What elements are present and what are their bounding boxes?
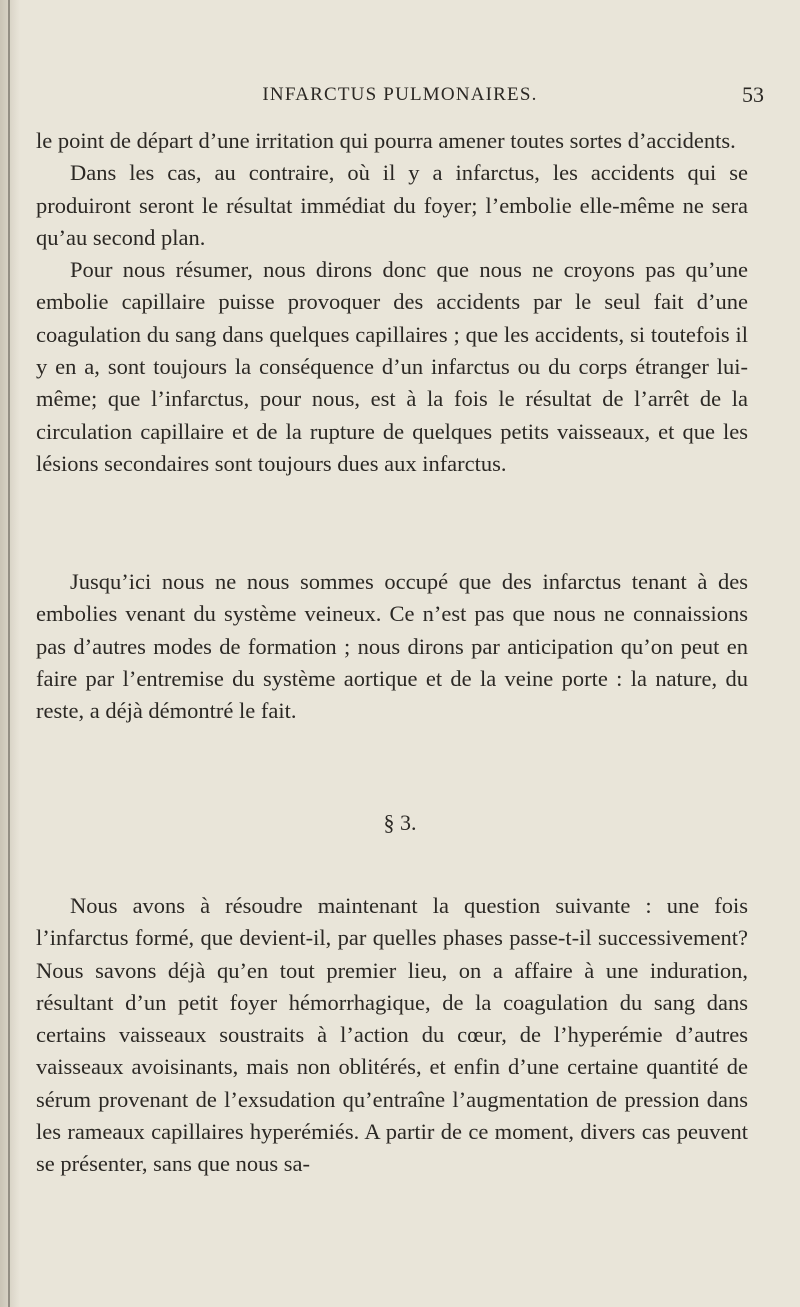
paragraph: le point de départ d’une irritation qui pourra amener toutes sortes d’accidents. (36, 128, 736, 153)
paragraph: Pour nous résumer, nous dirons donc que nous ne croyons pas qu’une embolie capillaire puisse provoquer des accidents par le seul fait d’une coagulation du sang dans quelques capillaires ; que les accidents, si toutefois il y en a, sont toujours la conséquence d’un infarctus ou du corps étranger lui-même; que l’infarctus, pour nous, est à la fois le résultat de l’arrêt de la circulation capillaire et de la rupture de quelques petits vaisseaux, et que les lésions secondaires sont toujours dues aux infarctus. (36, 257, 748, 476)
page-number: 53 (742, 82, 764, 107)
binding-edge (8, 0, 10, 1307)
section-heading: § 3. (383, 810, 417, 835)
text-block-3 (36, 890, 748, 1181)
page-header (40, 82, 764, 108)
paragraph: Jusqu’ici nous ne nous sommes occupé que des infarctus tenant à des embolies venant du système veineux. Ce n’est pas que nous ne connaissions pas d’autres modes de formation ; nous dirons par anticipation qu’on peut en faire par l’entremise du système aortique et de la veine porte : la nature, du reste, a déjà démontré le fait. (36, 569, 748, 724)
page-gutter-shadow (0, 0, 20, 1307)
running-title: INFARCTUS PULMONAIRES. (262, 84, 538, 105)
paragraph: Nous avons à résoudre maintenant la question suivante : une fois l’infarctus formé, que devient-il, par quelles phases passe-t-il successivement? Nous savons déjà qu’en tout premier lieu, on a affaire à une induration, résultant d’un petit foyer hémorrhagique, de la coagulation du sang dans certains vaisseaux soustraits à l’action du cœur, de l’hyperémie d’autres vaisseaux avoisinants, mais non oblitérés, et enfin d’une certaine quantité de sérum provenant de l’exsudation qu’entraîne l’augmentation de pression dans les rameaux capillaires hyperémiés. A partir de ce moment, divers cas peuvent se présenter, sans que nous sa- (36, 893, 748, 1177)
text-block-2 (36, 566, 748, 727)
paragraph: Dans les cas, au contraire, où il y a infarctus, les accidents qui se produiront seront le résultat immédiat du foyer; l’embolie elle-même ne sera qu’au second plan. (36, 160, 748, 250)
text-block-1 (36, 125, 748, 480)
